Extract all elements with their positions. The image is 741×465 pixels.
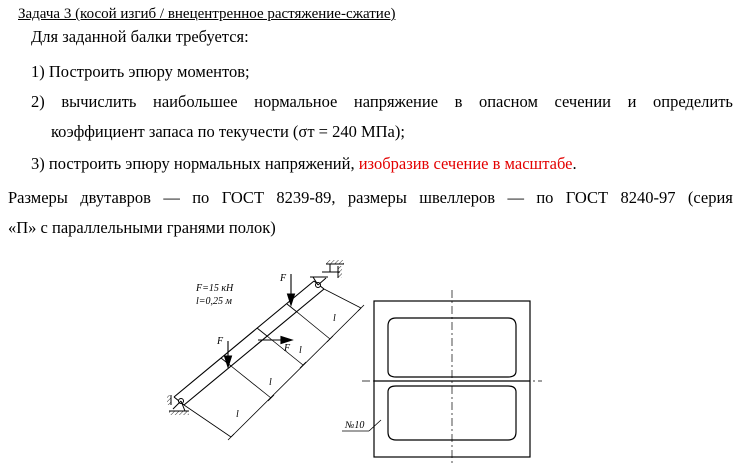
- word: по: [192, 188, 210, 207]
- requirement-1: 1) Построить эпюру моментов;: [31, 62, 250, 81]
- word: Размеры: [8, 188, 68, 207]
- word: и: [627, 92, 637, 111]
- requirement-3-end: .: [572, 154, 577, 173]
- word: —: [163, 188, 180, 207]
- word: вычислить: [61, 92, 137, 111]
- sizes-note-line-2: «П» с параллельными гранями полок): [8, 218, 276, 237]
- section-divisions: [221, 304, 297, 366]
- section-axes: [362, 290, 542, 465]
- requirement-3-highlight: изобразив сечение в масштабе: [358, 154, 573, 173]
- word: 8239-89,: [276, 188, 336, 207]
- word: опасном: [478, 92, 538, 111]
- dimension-line: [184, 289, 364, 440]
- profile-label: №10: [345, 420, 365, 431]
- word: размеры: [347, 188, 407, 207]
- word: наибольшее: [153, 92, 238, 111]
- word: напряжение: [353, 92, 439, 111]
- intro-text: Для заданной балки требуется:: [31, 27, 249, 46]
- left-pin-support: [167, 395, 189, 415]
- force-label-top: F: [280, 273, 287, 284]
- requirement-3-text: 3) построить эпюру нормальных напряжений,: [31, 154, 359, 173]
- length-label-3: l: [299, 345, 302, 356]
- word: в: [454, 92, 463, 111]
- right-pin-support: [310, 260, 344, 288]
- word: нормальное: [254, 92, 338, 111]
- force-label-middle: F: [284, 343, 291, 354]
- word: ГОСТ: [221, 188, 265, 207]
- word: определить: [652, 92, 733, 111]
- word: (серия: [687, 188, 733, 207]
- given-force: F=15 кН: [196, 283, 234, 294]
- length-label-4: l: [333, 313, 336, 324]
- word: 8240-97: [620, 188, 676, 207]
- given-length: l=0,25 м: [196, 296, 232, 307]
- length-label-1: l: [236, 409, 239, 420]
- word: по: [536, 188, 554, 207]
- requirement-2-continued: коэффициент запаса по текучести (σт = 240 МПа);: [51, 122, 405, 141]
- word: швеллеров: [419, 188, 496, 207]
- word: сечении: [554, 92, 612, 111]
- force-arrow-top: [288, 274, 295, 305]
- task-title: Задача 3 (косой изгиб / внецентренное растяжение-сжатие): [18, 6, 396, 22]
- word: ГОСТ: [565, 188, 609, 207]
- word: —: [507, 188, 524, 207]
- word: 2): [31, 92, 45, 111]
- length-label-2: l: [269, 377, 272, 388]
- force-label-left: F: [217, 336, 224, 347]
- word: двутавров: [80, 188, 151, 207]
